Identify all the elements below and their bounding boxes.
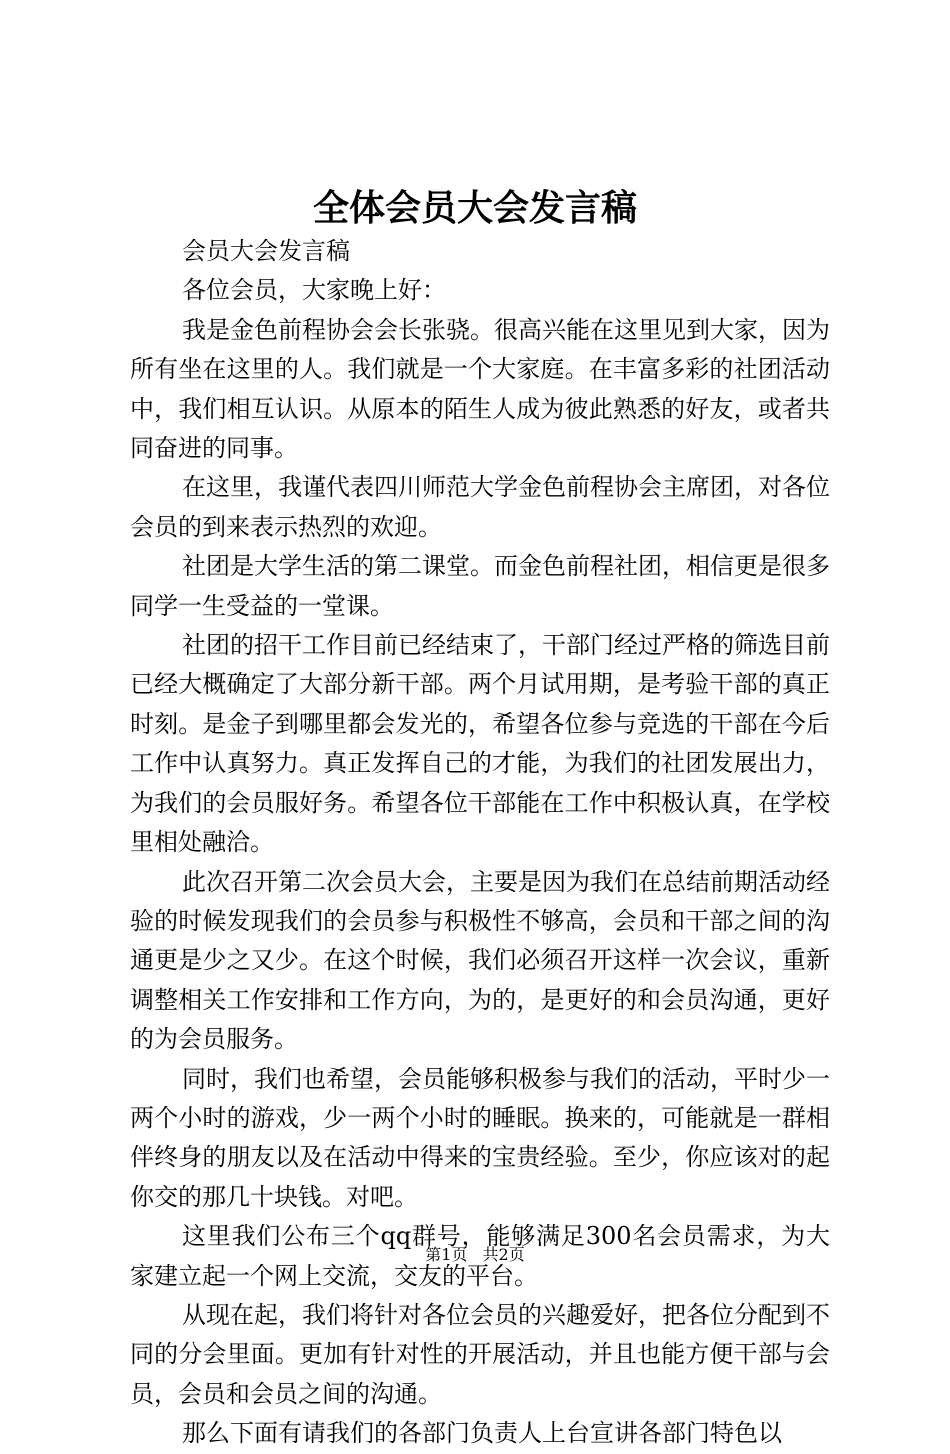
document-body [130, 232, 830, 1454]
paragraph: 同时，我们也希望，会员能够积极参与我们的活动，平时少一两个小时的游戏，少一两个小时的睡眠。换来的，可能就是一群相伴终身的朋友以及在活动中得来的宝贵经验。至少，你应该对的起你交的那几十块钱。对吧。 [130, 1064, 830, 1211]
paragraph: 从现在起，我们将针对各位会员的兴趣爱好，把各位分配到不同的分会里面。更加有针对性的开展活动，并且也能方便干部与会员，会员和会员之间的沟通。 [130, 1300, 830, 1408]
paragraph: 此次召开第二次会员大会，主要是因为我们在总结前期活动经验的时候发现我们的会员参与积极性不够高，会员和干部之间的沟通更是少之又少。在这个时候，我们必须召开这样一次会议，重新调整相关工作安排和工作方向，为的，是更好的和会员沟通，更好的为会员服务。 [130, 867, 830, 1054]
paragraph: 在这里，我谨代表四川师范大学金色前程协会主席团，对各位会员的到来表示热烈的欢迎。 [130, 473, 830, 541]
paragraph: 这里我们公布三个qq群号，能够满足300名会员需求，为大家建立起一个网上交流，交友的平台。 [130, 1222, 830, 1290]
document-title: 全体会员大会发言稿 [312, 187, 637, 229]
paragraph: 我是金色前程协会会长张骁。很高兴能在这里见到大家，因为所有坐在这里的人。我们就是一个大家庭。在丰富多彩的社团活动中，我们相互认识。从原本的陌生人成为彼此熟悉的好友，或者共同奋进的同事。 [130, 315, 830, 463]
paragraph: 各位会员，大家晚上好： [182, 276, 446, 305]
page-total: 共2页 [482, 1245, 525, 1264]
paragraph: 社团是大学生活的第二课堂。而金色前程社团，相信更是很多同学一生受益的一堂课。 [130, 552, 830, 620]
page-footer [0, 1243, 950, 1267]
paragraph: 社团的招干工作目前已经结束了，干部门经过严格的筛选目前已经大概确定了大部分新干部。两个月试用期，是考验干部的真正时刻。是金子到哪里都会发光的，希望各位参与竞选的干部在今后工作中认真努力。真正发挥自己的才能，为我们的社团发展出力，为我们的会员服好务。希望各位干部能在工作中积极认真，在学校里相处融洽。 [130, 631, 830, 857]
paragraph: 那么下面有请我们的各部门负责人上台宣讲各部门特色以 [182, 1419, 782, 1448]
paragraph: 会员大会发言稿 [182, 237, 350, 265]
page-number: 第1页 [425, 1245, 468, 1264]
